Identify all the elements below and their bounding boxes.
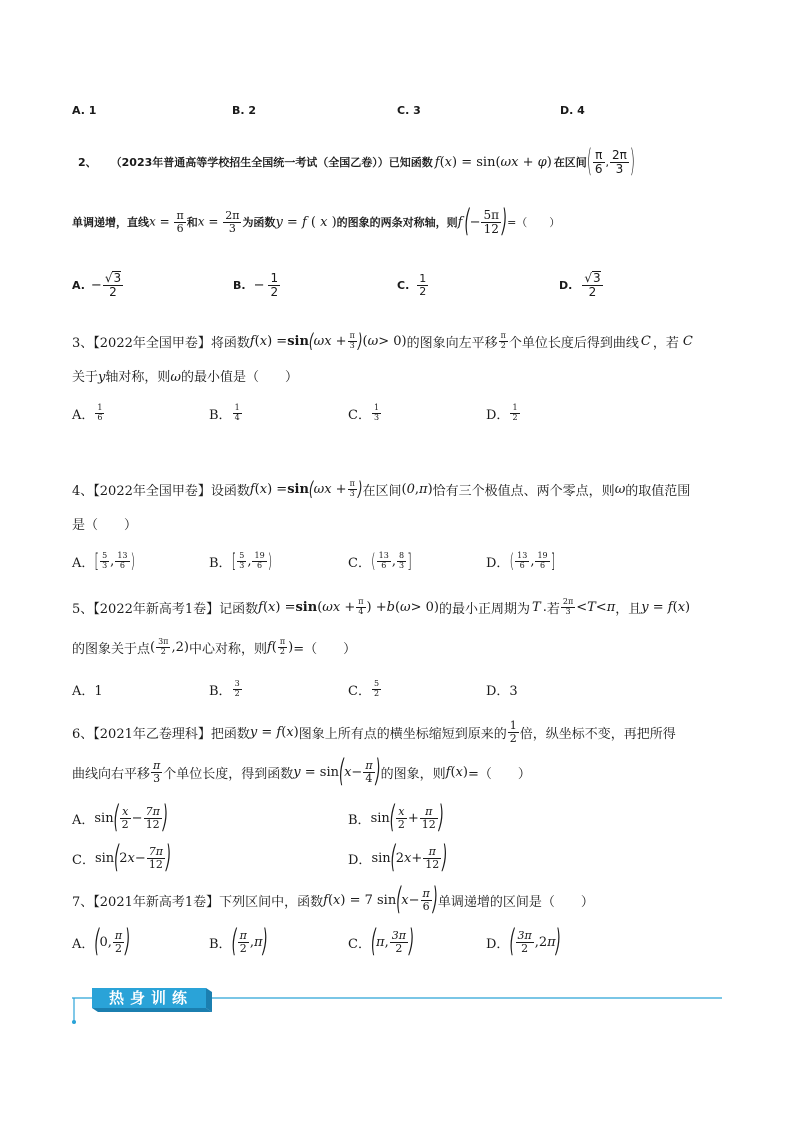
q6-option-d: D． sin ( 2 x + $\frac{\pi}{12}$ )	[348, 840, 448, 876]
q3-shift: $\frac{\pi}{2}$	[500, 331, 506, 350]
q6-option-b-label: B．	[348, 812, 371, 828]
q3-text-c: 个单位长度后得到曲线	[508, 335, 639, 351]
q5-text-c: 若	[546, 601, 560, 617]
q4-option-d: D． ( $\frac{13}{6}$ , $\frac{19}{6}$ ]	[486, 549, 556, 573]
q1-option-a: A. 1	[72, 104, 97, 117]
q6-text-d: 曲线向右平移	[72, 766, 151, 782]
q4-option-b-label: B．	[209, 555, 232, 571]
q2-source: （2023年普通高等学校招生全国统一考试（全国乙卷））已知函数	[110, 156, 433, 169]
q4-text-a: 4、【2022年全国甲卷】设函数	[72, 483, 250, 499]
q7-text-b: 单调递增的区间是（ ）	[437, 894, 594, 910]
q2-interval: ( $\frac{\pi}{6}$ , $\frac{2\pi}{3}$ )	[586, 144, 635, 180]
q3-option-d: D． $\frac{1}{2}$	[486, 403, 518, 423]
q2-text3: 和	[186, 216, 198, 229]
q5-option-b: B． $\frac{3}{2}$	[209, 679, 240, 699]
q3-text-a: 3、【2022年全国甲卷】将函数	[72, 335, 250, 351]
q5-option-b-label: B．	[209, 683, 232, 699]
q4-option-b: B． [ $\frac{5}{3}$ , $\frac{19}{6}$ )	[209, 549, 273, 573]
q4-line2: 是（ ）	[72, 518, 138, 533]
q6-text-f: 的图象，则	[380, 766, 446, 782]
q5-option-c-label: C．	[348, 683, 371, 699]
q3-option-d-label: D．	[486, 407, 510, 423]
q2-text6: =（ ）	[507, 216, 561, 229]
q2-text1: 在区间	[553, 156, 587, 169]
q3-line2: 关于y轴对称，则ω的最小值是（ ）	[72, 370, 299, 385]
q2-x2: x = $\frac{2\pi}{3}$	[197, 208, 240, 235]
q3-option-b-label: B．	[209, 407, 232, 423]
q1-option-d: D. 4	[560, 104, 585, 117]
q7-option-c: C． ( π , $\frac{3\pi}{2}$ )	[348, 924, 415, 960]
q2-option-c-label: C.	[397, 278, 410, 292]
q5-option-d: D．3	[486, 683, 518, 699]
q4-interval: (0,π)	[401, 481, 433, 497]
q2-func: f(x) = sin(ωx + φ)	[434, 154, 552, 170]
q2-option-d-label: D.	[559, 278, 573, 292]
q6-option-a-label: A．	[72, 812, 95, 828]
banner-title: 热身训练	[108, 989, 193, 1007]
q4-text-d: 的取值范围	[625, 483, 691, 499]
q6-line2: 曲线向右平移 $\frac{\pi}{3}$ 个单位长度，得到函数 y = sin ( x − $\frac{\pi}{4}$ ) 的图象，则 f(x) =（ ）	[72, 754, 531, 790]
q7-line1	[72, 882, 594, 918]
q7-option-a: A． ( 0, $\frac{\pi}{2}$ )	[72, 924, 131, 960]
q6-text-b: 图象上所有点的横坐标缩短到原来的	[298, 726, 507, 742]
q6-text-c: 倍，纵坐标不变，再把所得	[519, 726, 676, 742]
q6-option-d-label: D．	[348, 852, 372, 868]
q7-option-a-label: A．	[72, 936, 95, 952]
q4-line1: 4、【2022年全国甲卷】设函数 f ( x ) = sin ( ωx + $\frac{\pi}{3}$ ) 在区间 (0,π) 恰有三个极值点、两个零点，则 ω 的取值范围	[72, 477, 691, 501]
q2-option-b-label: B.	[233, 278, 246, 292]
q2-x1: x = $\frac{\pi}{6}$	[149, 208, 184, 235]
q7-option-b-label: B．	[209, 936, 232, 952]
q3-text-e: 关于	[72, 370, 99, 385]
q7-option-c-label: C．	[348, 936, 371, 952]
q4-option-c: C． ( $\frac{13}{6}$ , $\frac{8}{3}$ ]	[348, 549, 412, 573]
q3-option-b: B． $\frac{1}{4}$	[209, 403, 240, 423]
q2-text2: 单调递增，直线	[72, 216, 149, 229]
q4-func: f ( x ) = sin ( ωx + $\frac{\pi}{3}$ )	[249, 477, 363, 501]
q2-line2	[72, 204, 560, 240]
q2-number: 2、	[78, 156, 97, 169]
q6-option-a: A． sin ( $\frac{x}{2}$ − $\frac{7\pi}{12}$ )	[72, 800, 168, 836]
q6-option-c: C． sin ( 2 x − $\frac{7\pi}{12}$ )	[72, 840, 172, 876]
q3-option-a: A． $\frac{1}{6}$	[72, 403, 103, 423]
q1-option-b: B. 2	[232, 104, 257, 117]
q3-option-c: C． $\frac{1}{3}$	[348, 403, 380, 423]
q2-text5: 的图象的两条对称轴，则	[336, 216, 458, 229]
q6-text-e: 个单位长度，得到函数	[163, 766, 294, 782]
q5-line2: 的图象关于点 ( $\frac{3\pi}{2}$ ,2) 中心对称，则 f ( $\frac{\pi}{2}$ ) =（ ）	[72, 637, 357, 657]
q3-text-g: 的最小值是（ ）	[181, 370, 299, 385]
q7-option-d: D． ( $\frac{3\pi}{2}$ ,2 π )	[486, 924, 561, 960]
q5-func: f ( x ) = sin ( ωx + $\frac{\pi}{4}$ ) + b ( ω > 0)	[258, 597, 440, 616]
q2-option-a-label: A.	[72, 278, 85, 292]
section-banner	[72, 984, 722, 1024]
q3-text-f: 轴对称，则	[105, 370, 171, 385]
q7-option-b: B． ( $\frac{\pi}{2}$ , π )	[209, 924, 268, 960]
q2-option-a: A. − $\frac{√3}{2}$	[72, 271, 122, 299]
q3-option-c-label: C．	[348, 407, 371, 423]
q2-y: y = f ( x )	[275, 214, 337, 230]
q2-option-c: C. $\frac{1}{2}$	[397, 271, 427, 298]
q5-text-d: 且	[628, 601, 642, 617]
q6-option-c-label: C．	[72, 852, 95, 868]
q3-line1: 3、【2022年全国甲卷】将函数 f ( x ) = sin ( ωx + $\frac{\pi}{3}$ ) ( ω > 0) 的图象向左平移 $\frac{\pi}{2}$ 个单位长度后得到曲线 C ，若 C	[72, 329, 693, 353]
q6-text-a: 6、【2021年乙卷理科】把函数	[72, 726, 250, 742]
q4-text-c: 恰有三个极值点、两个零点，则	[432, 483, 615, 499]
q6-text-g: =（ ）	[467, 766, 531, 782]
q7-option-d-label: D．	[486, 936, 510, 952]
q7-text-a: 7、【2021年新高考1卷】下列区间中，函数	[72, 894, 324, 910]
q2-option-b: B. − $\frac{1}{2}$	[233, 270, 279, 299]
q5-text-e: 的图象关于点	[72, 641, 151, 657]
q4-option-a-label: A．	[72, 555, 95, 571]
q5-text-f: 中心对称，则	[188, 641, 267, 657]
q4-option-d-label: D．	[486, 555, 510, 571]
q3-text-d: ，若	[652, 335, 679, 351]
q2-target: f ( − $\frac{5\pi}{12}$ )	[457, 204, 508, 240]
q2-line1	[78, 145, 635, 179]
q4-text-b: 在区间	[362, 483, 402, 499]
q3-text-b: 的图象向左平移	[406, 335, 498, 351]
q3-option-a-label: A．	[72, 407, 95, 423]
q2-option-d: D. $\frac{√3}{2}$	[559, 271, 601, 299]
q6-line1: 6、【2021年乙卷理科】把函数 y = f(x) 图象上所有点的横坐标缩短到原来的 $\frac{1}{2}$ 倍，纵坐标不变，再把所得	[72, 718, 676, 745]
q5-text-g: =（ ）	[293, 641, 357, 657]
q2-text4: 为函数	[242, 216, 276, 229]
q1-option-c: C. 3	[397, 104, 421, 117]
q5-option-a: A．1	[72, 683, 103, 699]
q4-option-a: A． [ $\frac{5}{3}$ , $\frac{13}{6}$ )	[72, 549, 136, 573]
q5-option-c: C． $\frac{5}{2}$	[348, 679, 380, 699]
q5-text-b: 的最小正周期为	[439, 601, 531, 617]
q5-line1: 5、【2022年新高考1卷】记函数 f ( x ) = sin ( ωx + $\frac{\pi}{4}$ ) + b ( ω > 0) 的最小正周期为 T . 若 $\frac{2\pi}{3}$ < T < π ， 且 y = f(x)	[72, 597, 691, 617]
q5-text-a: 5、【2022年新高考1卷】记函数	[72, 601, 259, 617]
q3-func: f ( x ) = sin ( ωx + $\frac{\pi}{3}$ ) ( ω > 0)	[249, 329, 407, 353]
q7-func: f ( x ) = 7 sin ( x − $\frac{\pi}{6}$ )	[323, 882, 438, 918]
q4-option-c-label: C．	[348, 555, 371, 571]
q6-option-b: B． sin ( $\frac{x}{2}$ + $\frac{\pi}{12}$ )	[348, 800, 444, 836]
